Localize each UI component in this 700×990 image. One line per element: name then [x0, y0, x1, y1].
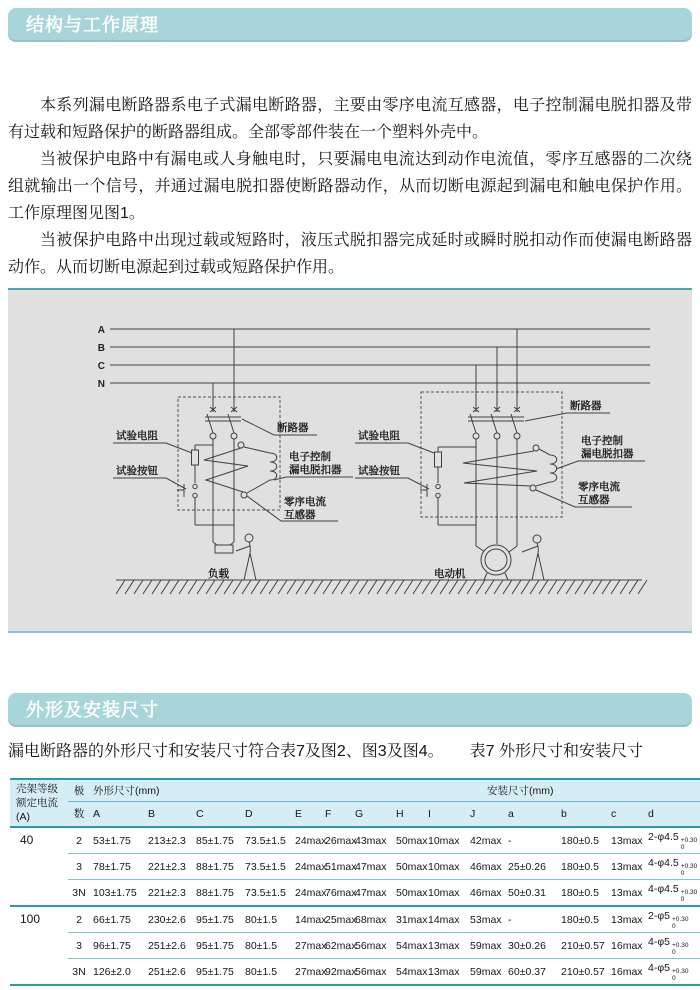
cell-A: 66±1.75 — [90, 906, 145, 933]
cell-A: 96±1.75 — [90, 933, 145, 959]
cell-B: 251±2.6 — [148, 965, 186, 978]
cell-J: 59max — [470, 965, 502, 978]
header-col-E: E — [292, 801, 322, 827]
cell-c: 13max — [608, 827, 645, 854]
cell-a: 25±0.26 — [505, 854, 558, 880]
paragraph: 本系列漏电断路器系电子式漏电断路器，主要由零序电流互感器，电子控制漏电脱扣器及带有过载和短路保护的断路器组成。全部零部件装在一个塑料外壳中。 — [8, 97, 692, 141]
ct-label-line1: 零序电流 — [284, 496, 326, 508]
cell-b: 180±0.5 — [558, 827, 608, 854]
cell-D: 80±1.5 — [245, 965, 278, 978]
test-button-label: 试验按钮 — [116, 465, 158, 477]
cell-B: 230±2.6 — [145, 906, 193, 933]
cell-J: 46max — [467, 880, 505, 907]
header-col-G: G — [352, 801, 393, 827]
cell-d: 4-φ4.5 +0.30 0 — [645, 880, 700, 907]
cell-poles: 2 — [68, 906, 90, 933]
header-install-group: 安装尺寸(mm) — [467, 779, 700, 801]
person-figure — [236, 534, 256, 580]
header-col-A: A — [90, 801, 145, 827]
cell-b: 180±0.5 — [558, 880, 608, 907]
rating-cell: 40 — [10, 827, 68, 906]
table-body — [10, 827, 700, 985]
breaker-label: 断路器 — [570, 400, 602, 412]
header-pole-line2: 数 — [68, 801, 90, 827]
cell-d: 4-φ4.5 +0.30 0 — [645, 854, 700, 880]
left-circuit-labels — [113, 419, 353, 580]
cell-d: 2-φ4.5 +0.30 0 — [645, 827, 700, 854]
working-principle-figure — [8, 288, 692, 633]
cell-C: 85±1.75 — [193, 827, 242, 854]
cell-J: 53max — [467, 906, 505, 933]
cell-I: 10max — [425, 854, 467, 880]
structure-paragraphs — [8, 92, 692, 281]
cell-H: 54max — [396, 965, 428, 978]
header-col-I: I — [425, 801, 467, 827]
right-circuit — [420, 329, 562, 580]
cell-D: 80±1.5 — [242, 933, 292, 959]
cell-E: 14max — [292, 906, 322, 933]
cell-H: 50max — [393, 827, 425, 854]
table-caption: 表7 外形尺寸和安装尺寸 — [469, 743, 643, 760]
cell-A: 126±2.0 — [93, 965, 131, 978]
cell-E: 27max — [292, 933, 322, 959]
cell-D: 73.5±1.5 — [242, 880, 292, 907]
cell-G: 68max — [352, 906, 393, 933]
cell-poles: 2 — [68, 827, 90, 854]
bus-label-c: C — [97, 361, 105, 372]
cell-a: 50±0.31 — [505, 880, 558, 907]
cell-G: 56max — [352, 933, 393, 959]
bus-label-b: B — [97, 343, 105, 354]
cell-F: 25max — [322, 906, 352, 933]
cell-C: 95±1.75 — [193, 933, 242, 959]
table-row — [10, 854, 700, 880]
ground — [116, 580, 647, 594]
test-resistor-label: 试验电阻 — [116, 430, 158, 442]
cell-I: 13max — [425, 933, 467, 959]
cell-poles: 3 — [68, 854, 90, 880]
paragraph: 当被保护电路中有漏电或人身触电时，只要漏电电流达到动作电流值，零序互感器的二次绕组就输出一个信号，并通过漏电脱扣器使断路器动作，从而切断电源起到漏电和触电保护作用。工作原理图见图1。 — [8, 151, 692, 222]
release-label-line2: 漏电脱扣器 — [581, 448, 634, 460]
paragraph: 当被保护电路中出现过载或短路时，液压式脱扣器完成延时或瞬时脱扣动作而使漏电断路器动作。从而切断电源起到过载或短路保护作用。 — [8, 232, 692, 276]
header-col-d: d — [645, 801, 700, 827]
header-col-a: a — [505, 801, 558, 827]
cell-C: 88±1.75 — [193, 880, 242, 907]
cell-G: 47max — [352, 880, 393, 907]
cell-I: 10max — [425, 880, 467, 907]
bus-label-n: N — [97, 379, 105, 390]
cell-c: 16max — [608, 933, 645, 959]
release-label-line2: 漏电脱扣器 — [289, 464, 342, 476]
test-button-label: 试验按钮 — [358, 465, 400, 477]
header-col-C: C — [193, 801, 242, 827]
motor-label: 电动机 — [434, 568, 466, 580]
cell-a: 30±0.26 — [505, 933, 558, 959]
cell-I: 14max — [425, 906, 467, 933]
cell-d: 2-φ5 +0.30 0 — [645, 906, 700, 933]
cell-E: 24max — [292, 880, 322, 907]
cell-F: 51max — [322, 854, 352, 880]
cell-C: 95±1.75 — [193, 906, 242, 933]
breaker-label: 断路器 — [277, 422, 309, 434]
load-label: 负载 — [208, 568, 229, 580]
cell-poles: 3N — [68, 880, 90, 907]
table-row — [10, 933, 700, 959]
section-title-dimensions: 外形及安装尺寸 — [8, 693, 692, 727]
cell-A: 53±1.75 — [90, 827, 145, 854]
table-row — [10, 880, 700, 907]
ct-label-line2: 互感器 — [578, 494, 610, 506]
bus-lines — [98, 325, 650, 390]
header-col-c: c — [608, 801, 645, 827]
cell-E: 24max — [292, 827, 322, 854]
ground-hatching — [116, 580, 647, 594]
ct-label-line1: 零序电流 — [578, 481, 620, 493]
cell-b: 210±0.57 — [561, 965, 605, 978]
cell-I: 13max — [428, 965, 460, 978]
header-col-b: b — [558, 801, 608, 827]
header-col-B: B — [145, 801, 193, 827]
cell-H: 54max — [393, 933, 425, 959]
table-header — [10, 779, 700, 827]
ct-label-line2: 互感器 — [284, 509, 316, 521]
cell-c: 13max — [608, 906, 645, 933]
table-row — [10, 959, 700, 986]
cell-F: 76max — [322, 880, 352, 907]
cell-C: 88±1.75 — [193, 854, 242, 880]
cell-E: 27max — [295, 965, 327, 978]
cell-C: 95±1.75 — [196, 965, 234, 978]
header-col-J: J — [467, 801, 505, 827]
dimensions-intro — [8, 740, 692, 764]
cell-b: 210±0.57 — [558, 933, 608, 959]
circuit-diagram — [8, 290, 692, 631]
cell-G: 43max — [352, 827, 393, 854]
cell-E: 24max — [292, 854, 322, 880]
left-circuit — [177, 329, 280, 580]
cell-poles: 3N — [72, 965, 86, 978]
dimensions-table — [10, 778, 700, 986]
cell-A: 103±1.75 — [90, 880, 145, 907]
test-resistor-label: 试验电阻 — [358, 430, 400, 442]
cell-I: 10max — [425, 827, 467, 854]
cell-H: 31max — [393, 906, 425, 933]
intro-text: 漏电断路器的外形尺寸和安装尺寸符合表7及图2、图3及图4。 — [8, 743, 444, 760]
cell-d: 4-φ5 +0.30 0 — [648, 961, 689, 982]
rating-cell: 100 — [20, 912, 41, 926]
header-outline-group: 外形尺寸(mm) — [90, 779, 467, 801]
cell-c: 16max — [611, 965, 643, 978]
cell-D: 73.5±1.5 — [242, 854, 292, 880]
release-label-line1: 电子控制 — [581, 435, 623, 447]
header-pole-line1: 极 — [68, 779, 90, 801]
cell-A: 78±1.75 — [90, 854, 145, 880]
cell-G: 56max — [355, 965, 387, 978]
cell-B: 221±2.3 — [145, 880, 193, 907]
cell-F: 92max — [325, 965, 357, 978]
header-frame-rating: 壳架等级 额定电流(A) — [10, 779, 68, 827]
section-title-structure: 结构与工作原理 — [8, 8, 692, 42]
cell-c: 13max — [608, 880, 645, 907]
cell-J: 59max — [467, 933, 505, 959]
cell-D: 80±1.5 — [242, 906, 292, 933]
header-col-D: D — [242, 801, 292, 827]
cell-B: 221±2.3 — [145, 854, 193, 880]
person-figure — [522, 535, 544, 580]
table-row — [10, 827, 700, 854]
bus-label-a: A — [97, 325, 105, 336]
cell-G: 47max — [352, 854, 393, 880]
cell-a: - — [505, 827, 558, 854]
cell-H: 50max — [393, 854, 425, 880]
cell-J: 42max — [467, 827, 505, 854]
cell-H: 50max — [393, 880, 425, 907]
cell-B: 213±2.3 — [145, 827, 193, 854]
cell-a: 60±0.37 — [508, 965, 546, 978]
cell-c: 13max — [608, 854, 645, 880]
cell-d: 4-φ5 +0.30 0 — [645, 933, 700, 959]
table-row — [10, 906, 700, 933]
cell-J: 46max — [467, 854, 505, 880]
cell-b: 180±0.5 — [558, 854, 608, 880]
header-col-H: H — [393, 801, 425, 827]
header-col-F: F — [322, 801, 352, 827]
cell-b: 180±0.5 — [558, 906, 608, 933]
cell-D: 73.5±1.5 — [242, 827, 292, 854]
release-label-line1: 电子控制 — [289, 451, 331, 463]
cell-B: 251±2.6 — [145, 933, 193, 959]
cell-a: - — [505, 906, 558, 933]
cell-F: 62max — [322, 933, 352, 959]
cell-F: 26max — [322, 827, 352, 854]
cell-poles: 3 — [68, 933, 90, 959]
